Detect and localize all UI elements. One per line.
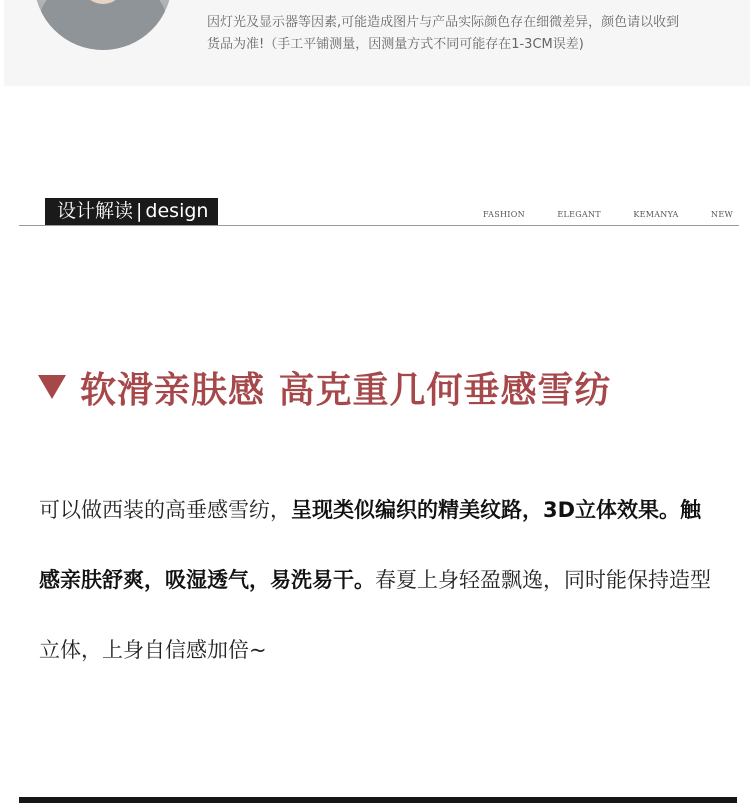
triangle-down-icon bbox=[38, 375, 66, 399]
feature-title-text: 软滑亲肤感 高克重几何垂感雪纺 bbox=[80, 369, 612, 411]
description-part-2-bold: 呈现类似编织的精美纹路，3D立体效果。触感亲肤舒爽，吸湿透气，易洗易干。 bbox=[39, 498, 702, 592]
notice-line-1: 因灯光及显示器等因素,可能造成图片与产品实际颜色存在细微差异，颜色请以收到 bbox=[207, 15, 680, 30]
description-part-3: 春夏上身轻盈飘逸，同时能保持造型立体，上身自信感加倍~ bbox=[39, 568, 711, 662]
section-label-en: design bbox=[145, 200, 209, 222]
notice-line-2: 货品为准!（手工平铺测量，因测量方式不同可能存在1-3CM误差) bbox=[207, 37, 584, 52]
description-part-1: 可以做西装的高垂感雪纺， bbox=[39, 498, 291, 522]
tag-kemanya: KEMANYA bbox=[633, 210, 679, 219]
section-label-cn: 设计解读 bbox=[57, 200, 134, 222]
tag-elegant: ELEGANT bbox=[557, 210, 601, 219]
section-header bbox=[19, 198, 739, 226]
feature-title bbox=[38, 364, 612, 410]
color-notice bbox=[207, 12, 727, 56]
tag-fashion: FASHION bbox=[483, 210, 525, 219]
model-photo bbox=[34, 0, 172, 50]
section-label bbox=[45, 198, 218, 225]
notice-band bbox=[4, 0, 750, 86]
feature-description bbox=[39, 475, 719, 685]
tag-new: NEW bbox=[711, 210, 733, 219]
section-label-divider: | bbox=[136, 200, 143, 222]
model-shirt bbox=[40, 0, 166, 50]
next-image-edge bbox=[19, 797, 737, 803]
section-tag-words bbox=[483, 210, 733, 219]
